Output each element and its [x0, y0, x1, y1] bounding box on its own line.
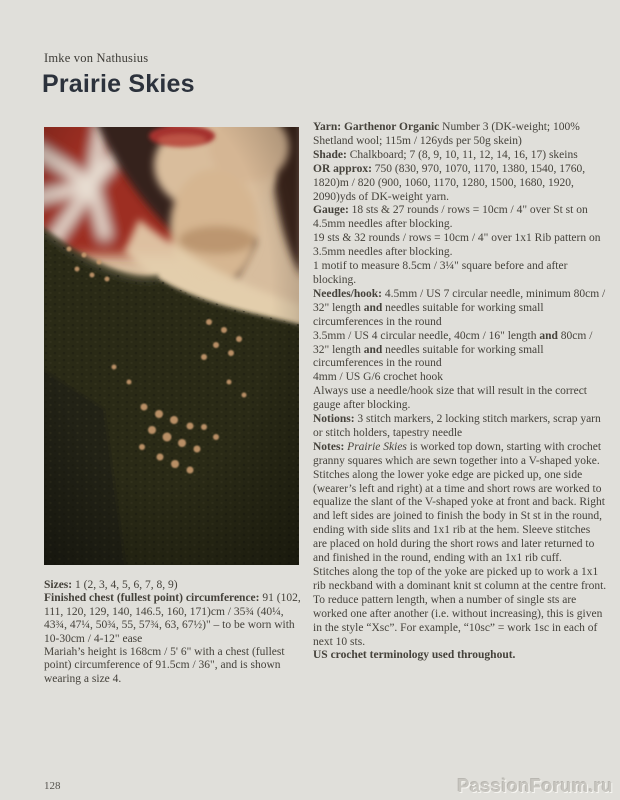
text-run: Number 3 (DK-weight; 100% Shetland wool; 115m / 126yds per 50g skein)	[313, 121, 580, 147]
text-run: is worked top down, starting with crochet granny squares which are sewn together into a V-shaped yoke. Stitches along the lower yoke edge are picked up, one side (wearer’s left and right) at a time and short rows are worked to equalize the slant of the V-shaped yoke at front and back. Right and left sides are joined to finish the body in St st in the round, ending with side slits and 1x1 rib at the hem. Sleeve stitches are placed on hold during the short rows and later returned to and finished in the round, ending with an 1x1 rib cuff.	[313, 440, 605, 565]
paragraph	[313, 149, 607, 163]
paragraph	[44, 646, 306, 686]
text-run: 3 stitch markers, 2 locking stitch markers, scrap yarn or stitch holders, tapestry needle	[313, 413, 601, 439]
text-run: Gauge:	[313, 204, 349, 217]
text-run: Notes:	[313, 440, 345, 453]
paragraph	[313, 649, 607, 663]
pattern-photo	[44, 127, 299, 565]
text-run: 80cm / 32" length	[313, 329, 593, 356]
text-run: Finished chest (fullest point) circumference:	[44, 592, 260, 605]
text-run: 750 (830, 970, 1070, 1170, 1380, 1540, 1760, 1820)m / 820 (900, 1060, 1170, 1280, 1500, 1680, 1920, 2090)yds of DK-weight yarn.	[313, 162, 586, 203]
text-run: Sizes:	[44, 579, 73, 591]
text-run: Needles/hook:	[313, 287, 382, 300]
paragraph	[313, 594, 607, 650]
paragraph	[313, 121, 607, 149]
text-run: 1 (2, 3, 4, 5, 6, 7, 8, 9)	[72, 579, 178, 591]
text-run: Stitches along the top of the yoke are picked up to work a 1x1 rib neckband with a dominant knit st column at the centre front.	[313, 566, 607, 592]
paragraph	[313, 371, 607, 385]
text-run: needles suitable for working small circumferences in the round	[313, 343, 544, 370]
page-title: Prairie Skies	[42, 70, 195, 98]
paragraph	[313, 385, 607, 413]
pattern-photo-illustration	[44, 127, 299, 565]
paragraph	[313, 204, 607, 232]
text-run: needles suitable for working small circumferences in the round	[313, 301, 544, 328]
text-run: Yarn: Garthenor Organic	[313, 121, 440, 133]
text-run: Notions:	[313, 413, 355, 426]
text-run: Prairie Skies	[347, 440, 407, 453]
text-run: Mariah’s height is 168cm / 5' 6" with a chest (fullest point) circumference of 91.5cm / 36", and is shown wearing a size 4.	[44, 646, 285, 685]
text-run: US crochet terminology used throughout.	[313, 649, 516, 662]
text-run: 4mm / US G/6 crochet hook	[313, 371, 443, 384]
pattern-details-column	[313, 121, 607, 663]
paragraph	[313, 163, 607, 205]
text-run: and	[363, 343, 383, 356]
text-run: Always use a needle/hook size that will result in the correct gauge after blocking.	[313, 385, 587, 412]
text-run: 1 motif to measure 8.5cm / 3¼" square before and after blocking.	[313, 260, 568, 286]
paragraph	[313, 566, 607, 594]
text-run: and	[539, 329, 558, 342]
paragraph	[313, 330, 607, 372]
text-run: Shade:	[313, 148, 347, 161]
text-run: OR approx:	[313, 162, 372, 175]
text-run: 3.5mm / US 4 circular needle, 40cm / 16" length	[313, 329, 540, 342]
paragraph	[313, 288, 607, 330]
photo-vignette	[44, 127, 299, 565]
paragraph	[313, 413, 607, 441]
paragraph	[44, 592, 306, 646]
paragraph	[44, 579, 306, 592]
text-run: 19 sts & 32 rounds / rows = 10cm / 4" over 1x1 Rib pattern on 3.5mm needles after blocking.	[313, 232, 601, 259]
text-run: 4.5mm / US 7 circular needle, minimum 80cm / 32" length	[313, 287, 606, 314]
text-run: Chalkboard; 7 (8, 9, 10, 11, 12, 14, 16, 17) skeins	[346, 148, 578, 161]
author-name: Imke von Nathusius	[44, 51, 149, 65]
paragraph	[313, 260, 607, 288]
text-run: 91 (102, 111, 120, 129, 140, 146.5, 160, 171)cm / 35¾ (40¼, 43¾, 47¼, 50¾, 55, 57¾, 63, 67½)" – to be worn with 10-30cm / 4-12" ease	[44, 592, 301, 645]
text-run: To reduce pattern length, when a number of single sts are worked one after another (i.e. without increasing), this is given in the style “Xsc”. For example, “10sc” = work 1sc in each of next 10 sts.	[313, 593, 603, 648]
paragraph	[313, 232, 607, 260]
watermark: PassionForum.ru	[457, 776, 613, 796]
paragraph	[313, 441, 607, 566]
sizes-info-column	[44, 579, 306, 686]
text-run: 18 sts & 27 rounds / rows = 10cm / 4" over St st on 4.5mm needles after blocking.	[313, 204, 588, 231]
page-number: 128	[44, 780, 61, 792]
text-run: and	[363, 301, 383, 314]
